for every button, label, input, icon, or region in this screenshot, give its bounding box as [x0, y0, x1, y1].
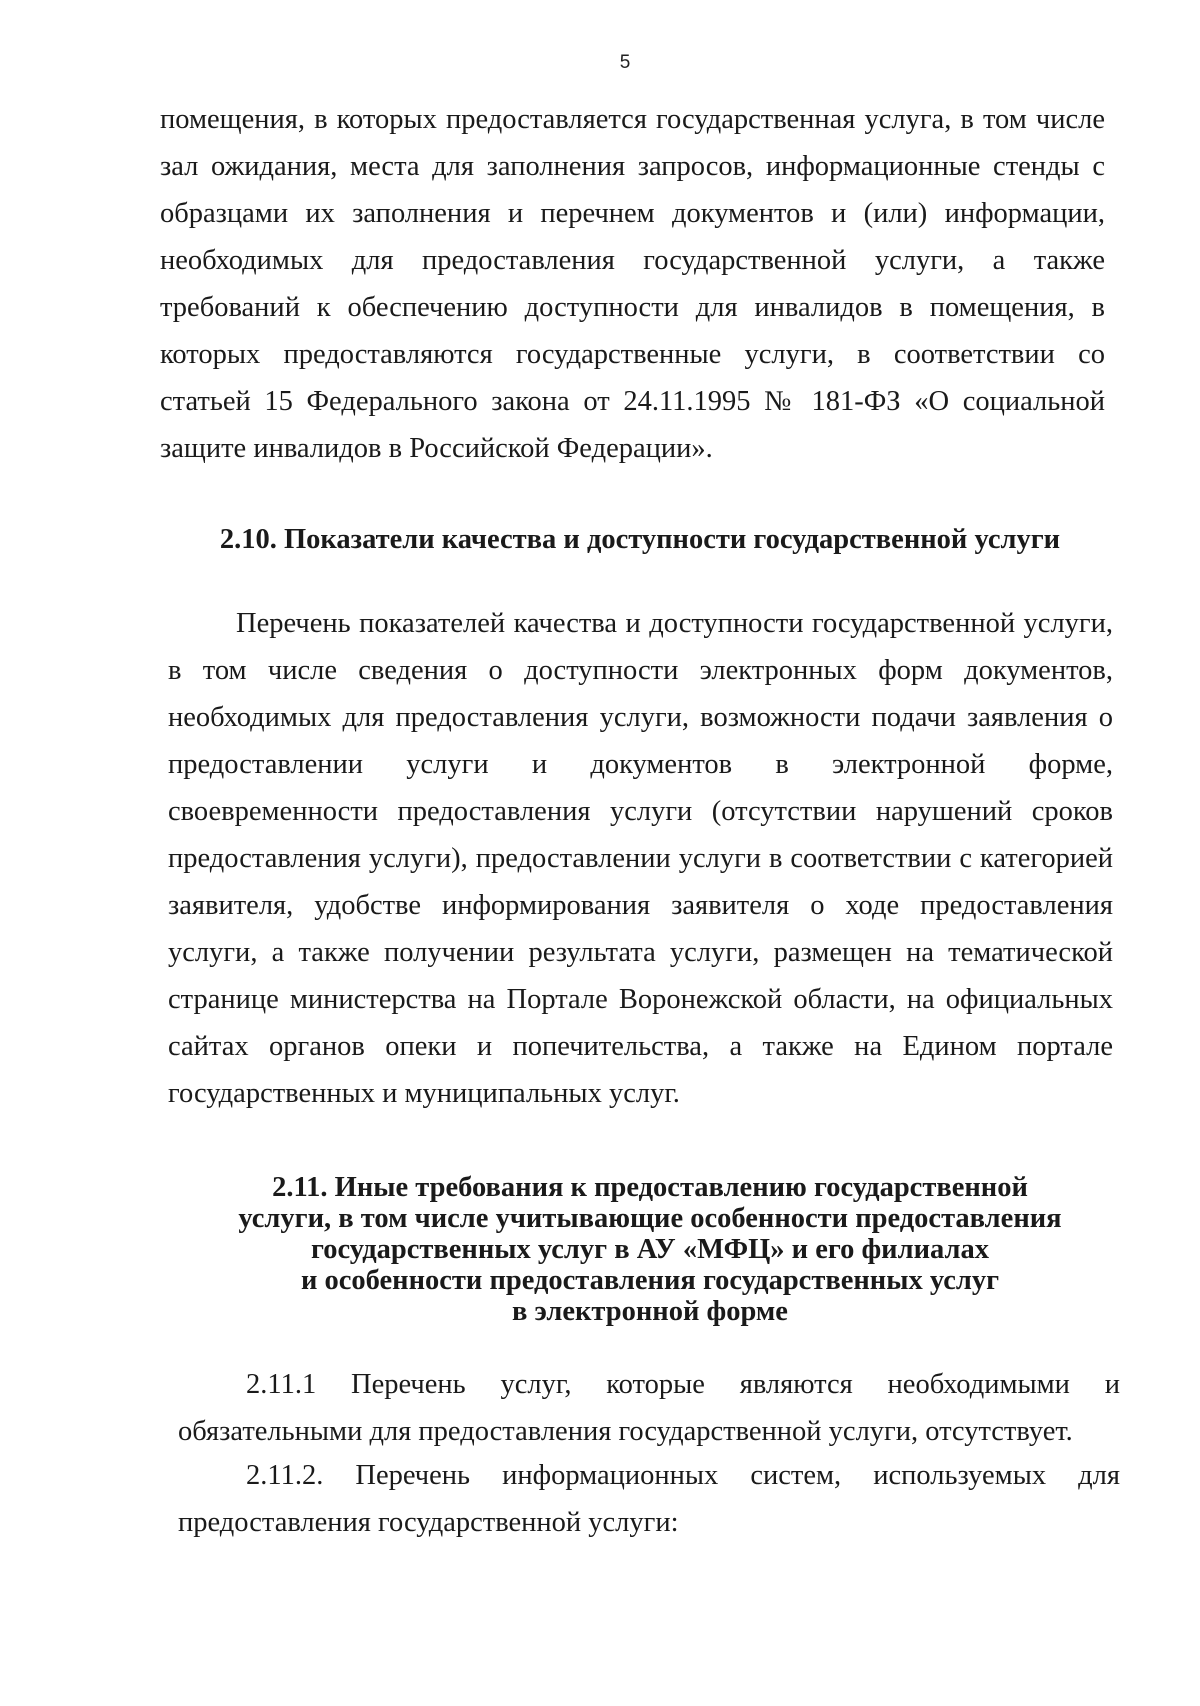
paragraph-quality-indicators: Перечень показателей качества и доступности государственной услуги, в том числе сведения о доступности электронных форм документов, необходимых для предоставления услуги, возможности подачи заявления о предоставлении услуги и документов в электронной форме, своевременности предоставления услуги (отсутствии нарушений сроков предоставления услуги), предоставлении услуги в соответствии с категорией заявителя, удобстве информирования заявителя о ходе предоставления услуги, а также получении результата услуги, размещен на тематической странице министерства на Портале Воронежской области, на официальных сайтах органов опеки и попечительства, а также на Едином портале государственных и муниципальных услуг.: [168, 608, 1113, 1109]
paragraph-2-11-2: 2.11.2. Перечень информационных систем, используемых для предоставления государственной услуги:: [178, 1460, 1120, 1538]
heading-line: 2.11. Иные требования к предоставлению государственной: [272, 1172, 1028, 1203]
heading-line: и особенности предоставления государственных услуг: [300, 1265, 1000, 1296]
heading-line: услуги, в том числе учитывающие особенности предоставления: [238, 1203, 1062, 1234]
section-heading-2-10: 2.10. Показатели качества и доступности государственной услуги: [219, 524, 1061, 555]
heading-line: государственных услуг в АУ «МФЦ» и его филиалах: [311, 1234, 989, 1265]
heading-line: в электронной форме: [512, 1296, 788, 1327]
paragraph-premises-requirements: помещения, в которых предоставляется государственная услуга, в том числе зал ожидания, места для заполнения запросов, информационные стенды с образцами их заполнения и перечнем документов и (или) информации, необходимых для предоставления государственной услуги, а также требований к обеспечению доступности для инвалидов в помещения, в которых предоставляются государственные услуги, в соответствии со статьей 15 Федерального закона от 24.11.1995 № 181-ФЗ «О социальной защите инвалидов в Российской Федерации».: [160, 104, 1105, 464]
section-heading-2-11: [160, 1172, 1140, 1327]
paragraph-2-11-1: 2.11.1 Перечень услуг, которые являются необходимыми и обязательными для предоставления государственной услуги, отсутствует.: [178, 1369, 1120, 1447]
page-number: 5: [619, 52, 631, 73]
